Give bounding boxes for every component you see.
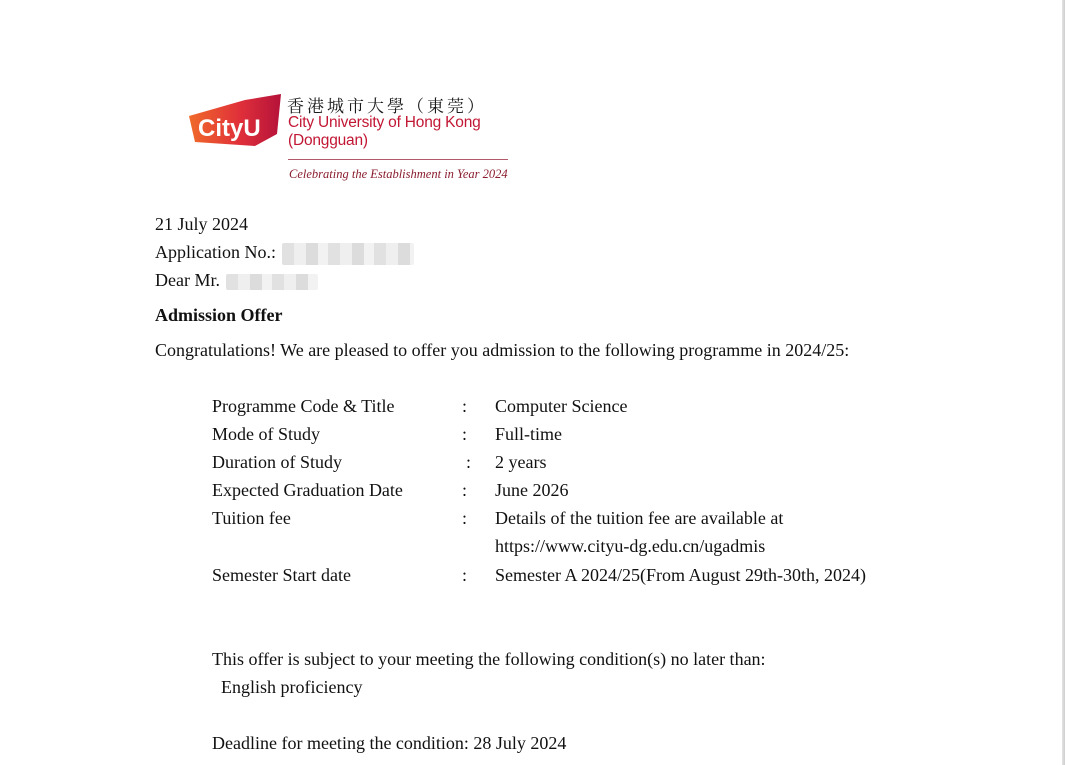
salutation-line [155, 269, 318, 291]
logo-tagline: Celebrating the Establishment in Year 2024 [289, 167, 508, 181]
condition-intro: This offer is subject to your meeting the following condition(s) no later than: [212, 649, 766, 669]
logo-chinese-name: 香港城市大學（東莞） [287, 97, 487, 117]
logo-divider [288, 159, 508, 160]
detail-value: Full-time [495, 424, 562, 444]
detail-separator: : [462, 396, 468, 416]
application-number-label: Application No.: [155, 242, 276, 262]
detail-value: Details of the tuition fee are available at [495, 508, 784, 528]
salutation-text: Dear Mr. [155, 270, 220, 290]
detail-value: Computer Science [495, 396, 628, 416]
detail-label: Tuition fee [212, 508, 291, 528]
detail-label: Programme Code & Title [212, 396, 395, 416]
detail-value: 2 years [495, 452, 547, 472]
redacted-name [226, 274, 318, 290]
detail-value: June 2026 [495, 480, 569, 500]
detail-separator: : [462, 480, 468, 500]
detail-separator: : [462, 565, 468, 585]
detail-separator: : [462, 508, 468, 528]
detail-label: Semester Start date [212, 565, 351, 585]
condition-deadline: Deadline for meeting the condition: 28 July 2024 [212, 733, 567, 753]
detail-value: Semester A 2024/25(From August 29th-30th, 2024) [495, 565, 866, 585]
logo-english-name-line2: (Dongguan) [288, 132, 368, 149]
logo-english-name-line1: City University of Hong Kong [288, 114, 481, 131]
detail-label: Expected Graduation Date [212, 480, 403, 500]
application-number-line [155, 241, 414, 265]
detail-label: Mode of Study [212, 424, 320, 444]
redacted-application-number [282, 243, 414, 265]
detail-label: Duration of Study [212, 452, 342, 472]
tuition-fee-url[interactable]: https://www.cityu-dg.edu.cn/ugadmis [495, 536, 766, 556]
detail-separator: : [466, 452, 472, 472]
logo-mark-text: CityU [198, 115, 261, 142]
letter-date: 21 July 2024 [155, 214, 249, 234]
university-logo [185, 92, 515, 187]
offer-subject: Admission Offer [155, 305, 283, 325]
condition-item: English proficiency [221, 677, 363, 697]
cityu-logo-mark [185, 94, 285, 154]
intro-paragraph: Congratulations! We are pleased to offer you admission to the following programme in 2024/25: [155, 340, 850, 360]
detail-separator: : [462, 424, 468, 444]
